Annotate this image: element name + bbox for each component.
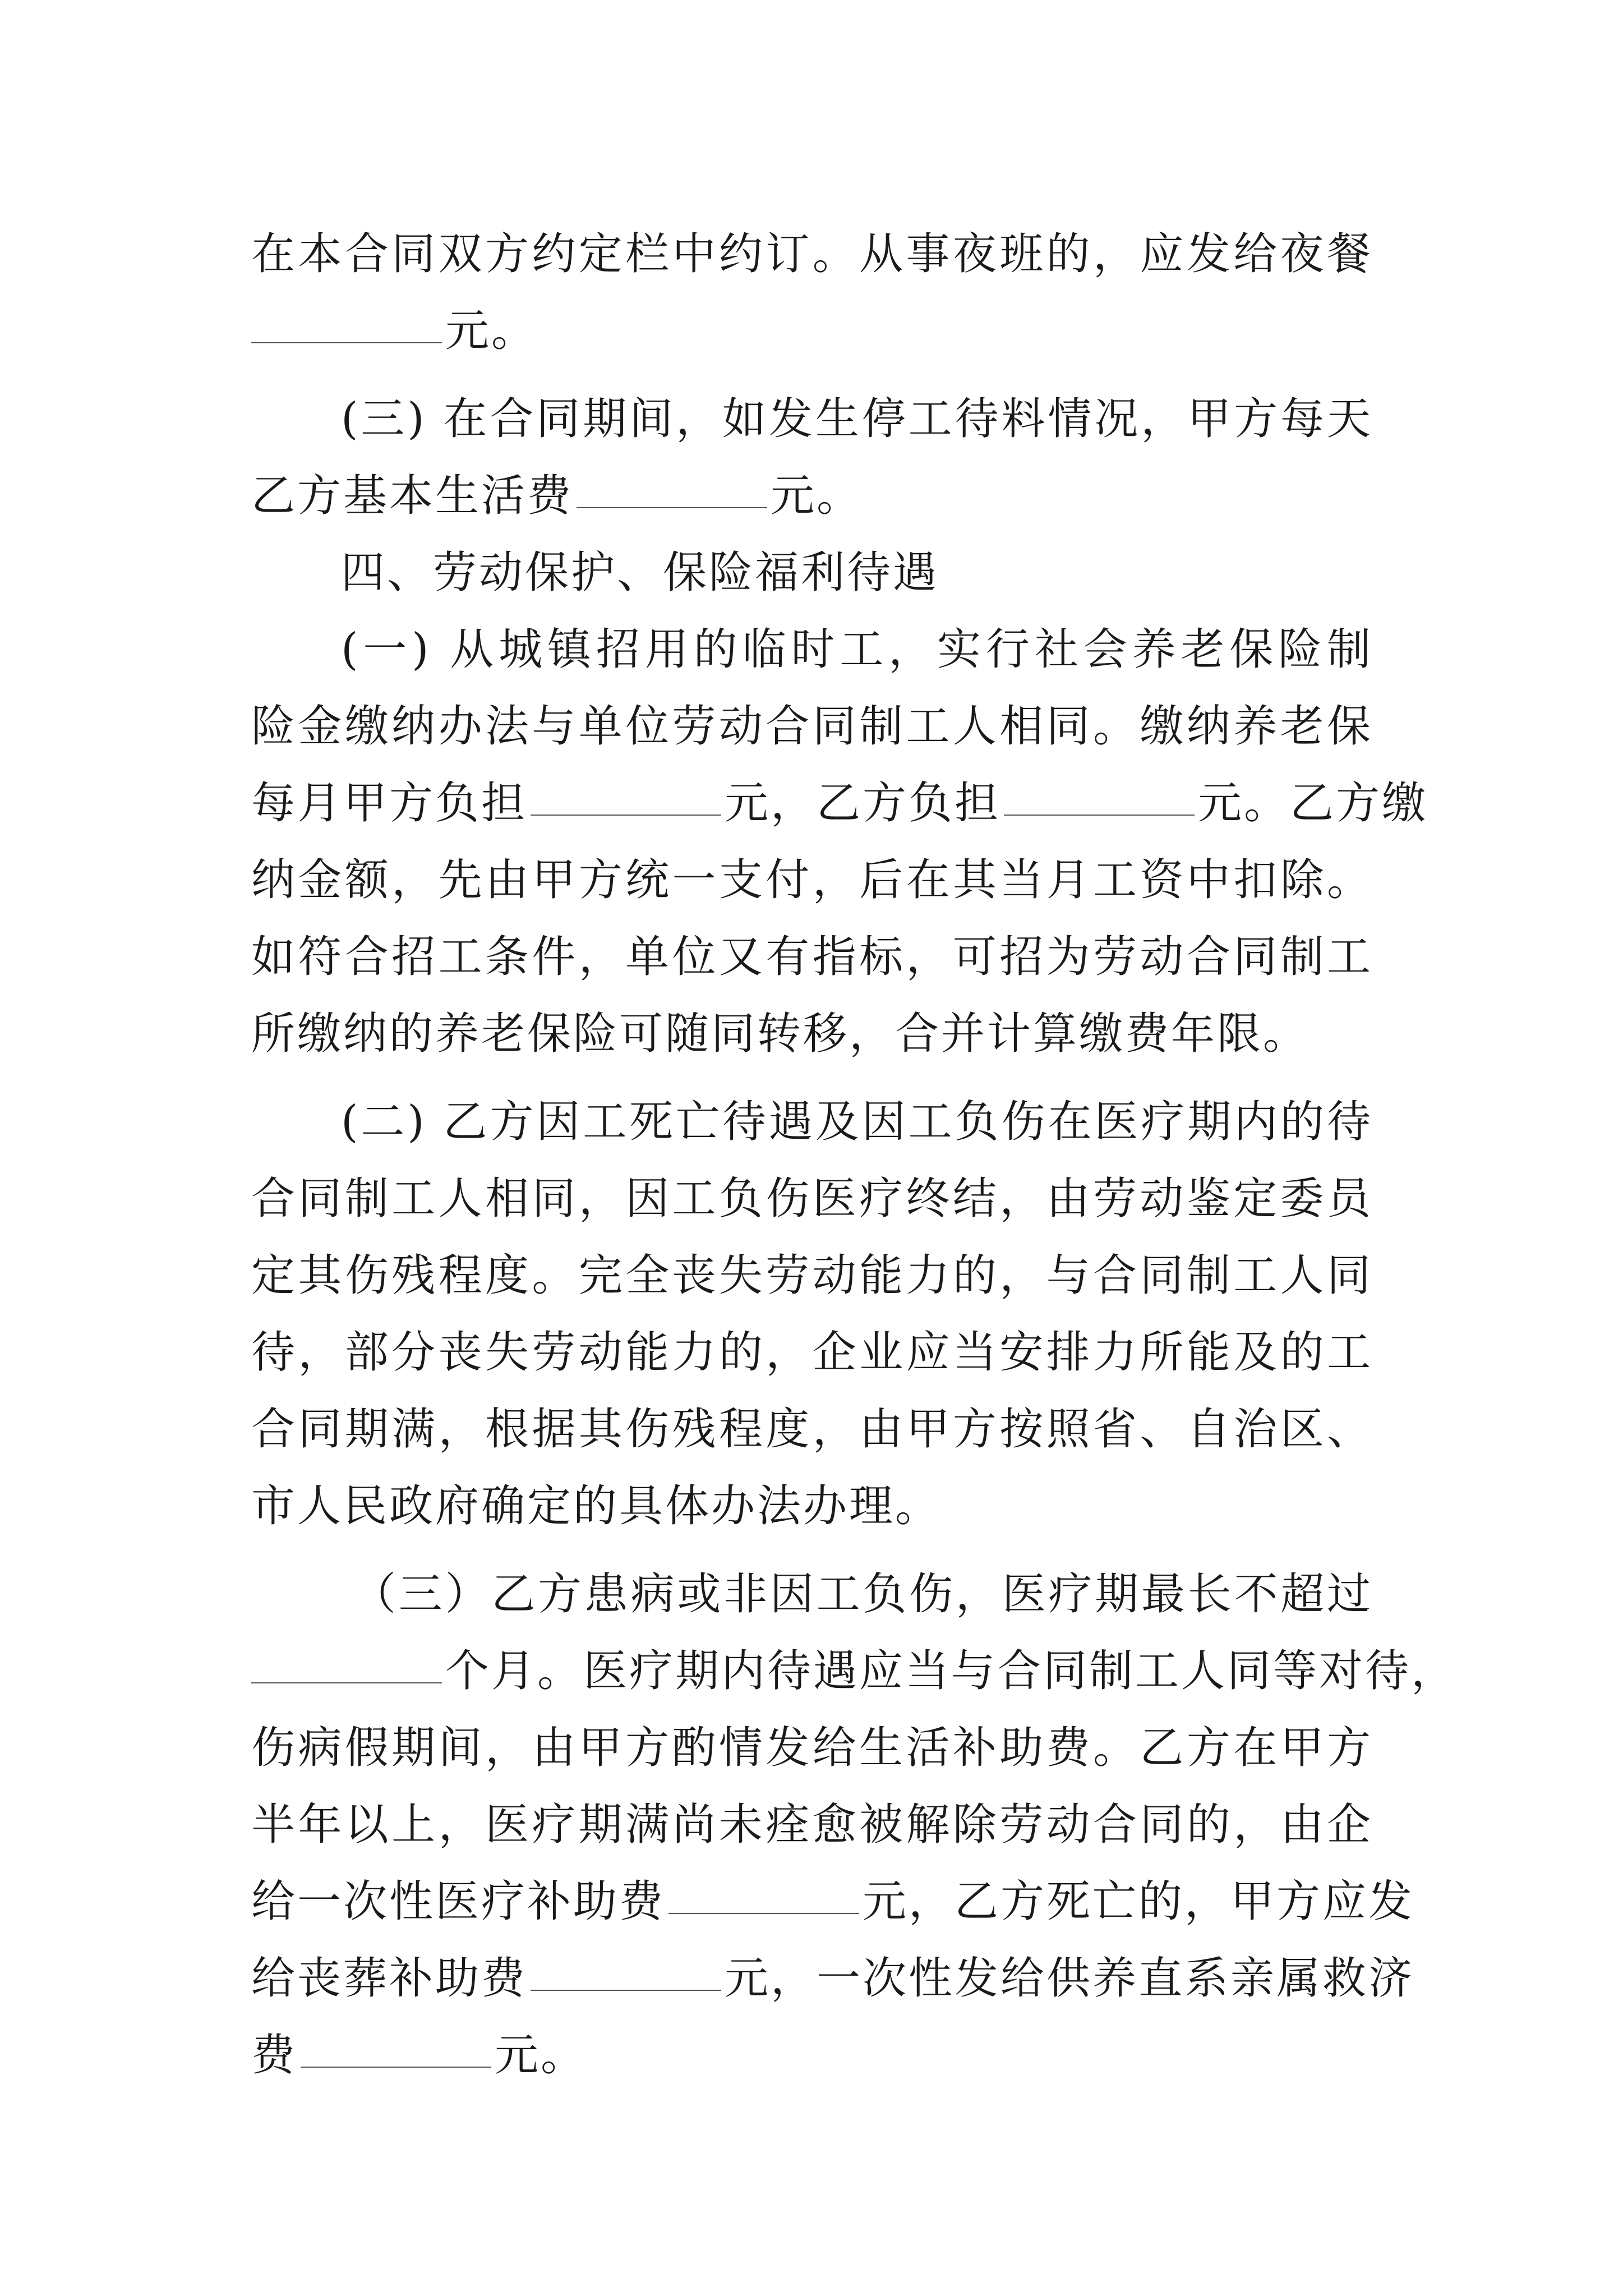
- text-segment: 市人民政府确定的具体办法办理。: [251, 1481, 942, 1531]
- text-segment: 如符合招工条件，单位又有指标，可招为劳动合同制工: [251, 932, 1373, 982]
- paragraph-line: [251, 293, 1373, 370]
- text-segment: 四、劳动保护、保险福利待遇: [341, 547, 939, 598]
- paragraph-line: [251, 1084, 1373, 1161]
- paragraph-line: [251, 1314, 1373, 1391]
- paragraph-line: [251, 458, 1373, 535]
- fill-blank: [531, 815, 721, 816]
- text-segment: 每月甲方负担: [251, 778, 528, 829]
- text-segment: 待，部分丧失劳动能力的，企业应当安排力所能及的工: [251, 1327, 1373, 1378]
- paragraph-line: [251, 1391, 1373, 1468]
- text-segment: （三）乙方患病或非因工负伤，医疗期最长不超过: [352, 1569, 1373, 1619]
- paragraph-line: [251, 1633, 1458, 1710]
- text-segment: (一) 从城镇招用的临时工，实行社会养老保险制: [341, 624, 1373, 675]
- paragraph-line: [251, 611, 1373, 688]
- text-segment: 元。: [495, 2030, 587, 2081]
- paragraph-line: [251, 1864, 1415, 1940]
- document-page: [251, 216, 1458, 2094]
- text-segment: 纳金额，先由甲方统一支付，后在其当月工资中扣除。: [251, 855, 1373, 905]
- text-segment: 给一次性医疗补助费: [251, 1876, 666, 1927]
- text-segment: 合同制工人相同，因工负伤医疗终结，由劳动鉴定委员: [251, 1174, 1373, 1224]
- text-segment: 定其伤残程度。完全丧失劳动能力的，与合同制工人同: [251, 1250, 1373, 1301]
- text-segment: 合同期满，根据其伤残程度，由甲方按照省、自治区、: [251, 1404, 1373, 1455]
- fill-blank: [251, 1682, 442, 1683]
- paragraph-line: [251, 381, 1373, 458]
- paragraph-line: [251, 1468, 1373, 1545]
- paragraph-line: [251, 1237, 1373, 1314]
- text-segment: 元，乙方死亡的，甲方应发: [863, 1876, 1415, 1927]
- paragraph-line: [251, 919, 1373, 996]
- paragraph-line: [251, 1161, 1373, 1237]
- text-segment: 个月。医疗期内待遇应当与合同制工人同等对待，: [445, 1646, 1458, 1696]
- text-segment: 伤病假期间，由甲方酌情发给生活补助费。乙方在甲方: [251, 1723, 1373, 1773]
- paragraph-line: [251, 842, 1373, 919]
- text-segment: 元，一次性发给供养直系亲属救济: [725, 1953, 1415, 2004]
- text-segment: 给丧葬补助费: [251, 1953, 528, 2004]
- fill-blank: [577, 507, 767, 508]
- paragraph-line: [251, 996, 1373, 1073]
- fill-blank: [251, 342, 442, 343]
- text-segment: 在本合同双方约定栏中约订。从事夜班的，应发给夜餐: [251, 229, 1373, 279]
- text-segment: 元，乙方负担: [725, 778, 1001, 829]
- text-segment: (三) 在合同期间，如发生停工待料情况，甲方每天: [341, 394, 1373, 444]
- text-segment: 元。: [445, 306, 538, 356]
- text-segment: 乙方基本生活费: [251, 471, 574, 521]
- fill-blank: [531, 1990, 721, 1991]
- text-segment: 元。乙方缴: [1198, 778, 1428, 829]
- paragraph-line: [251, 688, 1373, 765]
- paragraph-line: [251, 2017, 1373, 2094]
- paragraph-line: [251, 765, 1428, 842]
- text-segment: 所缴纳的养老保险可随同转移，合并计算缴费年限。: [251, 1009, 1310, 1059]
- section-heading: [251, 535, 1373, 611]
- text-segment: 元。: [771, 471, 863, 521]
- text-segment: (二) 乙方因工死亡待遇及因工负伤在医疗期内的待: [341, 1097, 1373, 1147]
- fill-blank: [668, 1913, 859, 1914]
- paragraph-line: [251, 1940, 1415, 2017]
- fill-blank: [301, 2067, 491, 2068]
- paragraph-line: [251, 1556, 1373, 1633]
- fill-blank: [1004, 815, 1195, 816]
- paragraph-line: [251, 1710, 1373, 1787]
- text-segment: 半年以上，医疗期满尚未痊愈被解除劳动合同的，由企: [251, 1800, 1373, 1850]
- text-segment: 费: [251, 2030, 298, 2081]
- text-segment: 险金缴纳办法与单位劳动合同制工人相同。缴纳养老保: [251, 701, 1373, 752]
- paragraph-line: [251, 216, 1373, 293]
- paragraph-line: [251, 1787, 1373, 1864]
